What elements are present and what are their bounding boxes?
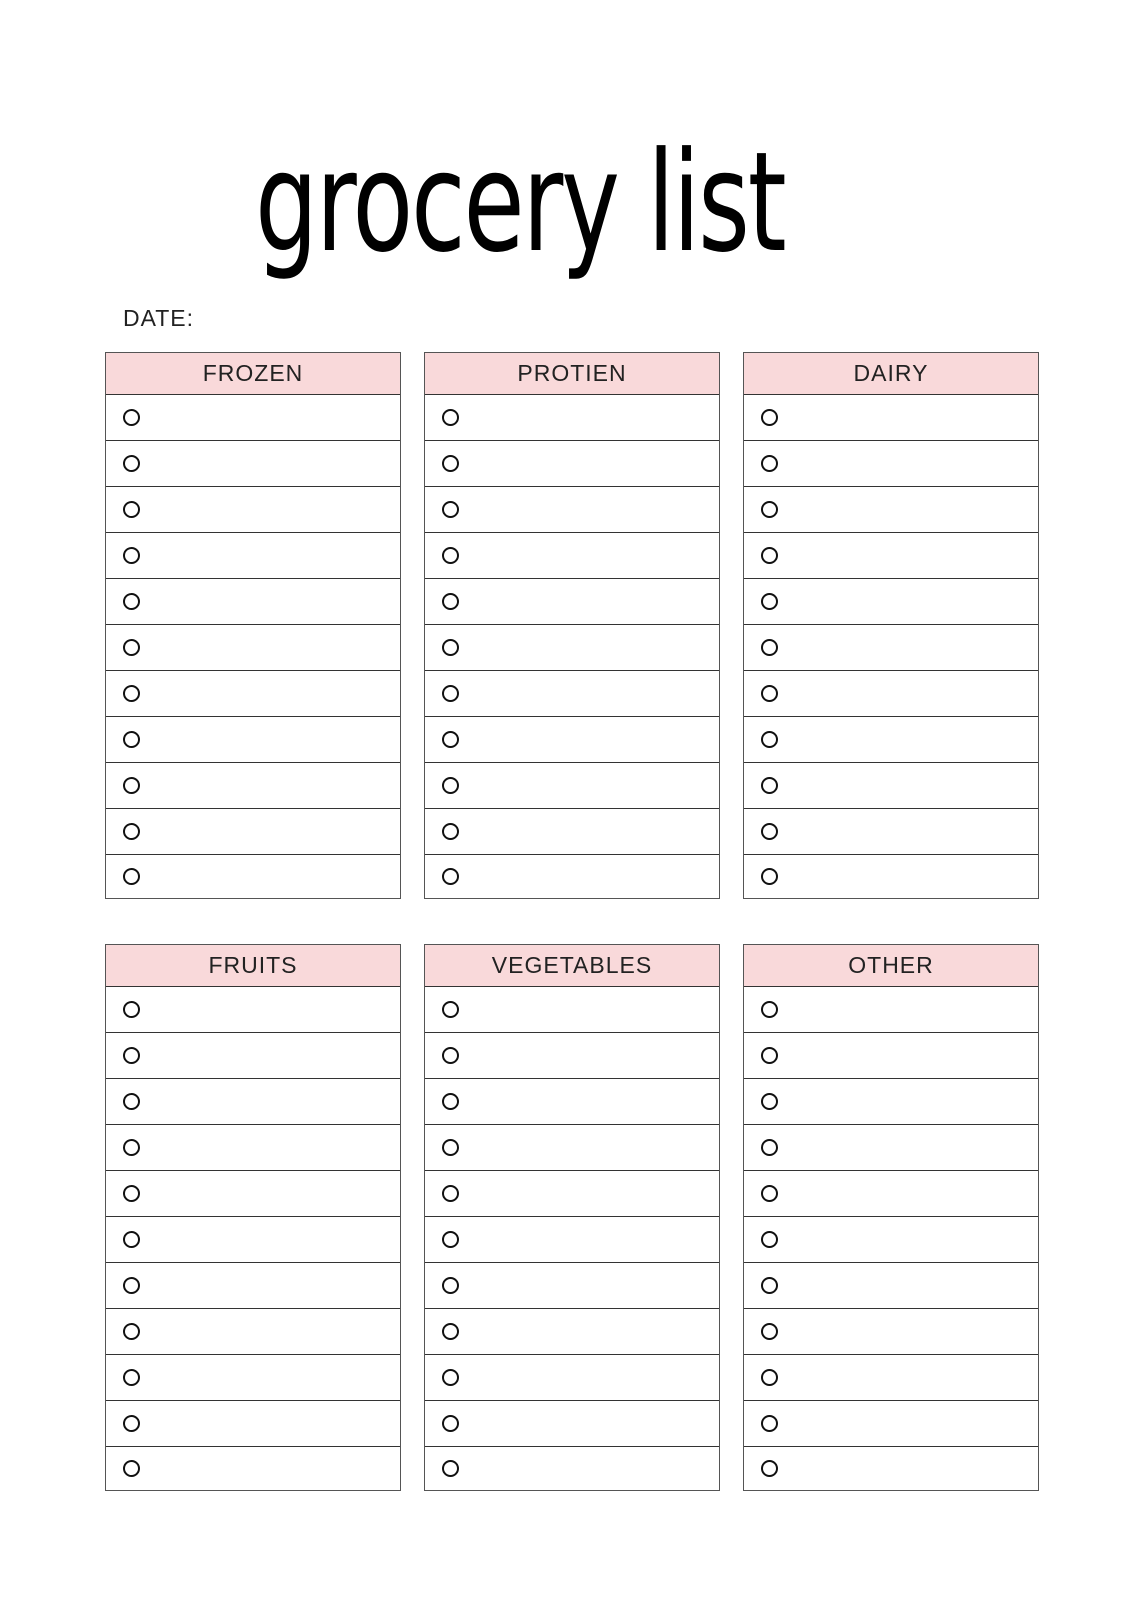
checkbox-circle-icon[interactable]: [123, 1277, 140, 1294]
list-item[interactable]: [425, 855, 719, 898]
section-header-vegetables: VEGETABLES: [425, 945, 719, 987]
checkbox-circle-icon[interactable]: [442, 639, 459, 656]
list-item[interactable]: [425, 1033, 719, 1079]
checkbox-circle-icon[interactable]: [761, 1323, 778, 1340]
list-item[interactable]: [744, 441, 1038, 487]
list-item[interactable]: [744, 395, 1038, 441]
page-title: grocery list: [255, 122, 785, 283]
list-item[interactable]: [744, 809, 1038, 855]
section-header-other: OTHER: [744, 945, 1038, 987]
list-item[interactable]: [744, 717, 1038, 763]
checkbox-circle-icon[interactable]: [123, 868, 140, 885]
date-label: DATE:: [123, 305, 195, 331]
section-vegetables: [424, 944, 720, 1491]
checkbox-circle-icon[interactable]: [761, 1139, 778, 1156]
section-header-protien: PROTIEN: [425, 353, 719, 395]
list-item[interactable]: [744, 533, 1038, 579]
list-item[interactable]: [744, 671, 1038, 717]
checkbox-circle-icon[interactable]: [442, 685, 459, 702]
checkbox-circle-icon[interactable]: [442, 1185, 459, 1202]
checkbox-circle-icon[interactable]: [761, 593, 778, 610]
list-item[interactable]: [744, 579, 1038, 625]
section-rows: [425, 395, 719, 898]
list-item[interactable]: [744, 987, 1038, 1033]
section-header-frozen: FROZEN: [106, 353, 400, 395]
section-dairy: [743, 352, 1039, 899]
list-item[interactable]: [744, 1401, 1038, 1447]
list-item[interactable]: [106, 717, 400, 763]
list-item[interactable]: [425, 1355, 719, 1401]
checkbox-circle-icon[interactable]: [442, 455, 459, 472]
checkbox-circle-icon[interactable]: [123, 409, 140, 426]
checkbox-circle-icon[interactable]: [123, 1460, 140, 1477]
list-item[interactable]: [106, 1125, 400, 1171]
checkbox-circle-icon[interactable]: [123, 593, 140, 610]
section-header-dairy: DAIRY: [744, 353, 1038, 395]
list-item[interactable]: [425, 717, 719, 763]
checkbox-circle-icon[interactable]: [123, 1231, 140, 1248]
section-fruits: [105, 944, 401, 1491]
checkbox-circle-icon[interactable]: [123, 501, 140, 518]
list-item[interactable]: [425, 441, 719, 487]
checkbox-circle-icon[interactable]: [442, 1001, 459, 1018]
checkbox-circle-icon[interactable]: [761, 409, 778, 426]
list-item[interactable]: [744, 1355, 1038, 1401]
checkbox-circle-icon[interactable]: [123, 1047, 140, 1064]
checkbox-circle-icon[interactable]: [442, 1415, 459, 1432]
checkbox-circle-icon[interactable]: [442, 868, 459, 885]
checkbox-circle-icon[interactable]: [442, 731, 459, 748]
section-header-fruits: FRUITS: [106, 945, 400, 987]
list-item[interactable]: [425, 987, 719, 1033]
list-item[interactable]: [744, 855, 1038, 898]
list-item[interactable]: [106, 1447, 400, 1490]
checkbox-circle-icon[interactable]: [761, 1231, 778, 1248]
list-item[interactable]: [425, 1217, 719, 1263]
checkbox-circle-icon[interactable]: [761, 501, 778, 518]
checkbox-circle-icon[interactable]: [442, 1047, 459, 1064]
section-rows: [744, 395, 1038, 898]
list-item[interactable]: [744, 1217, 1038, 1263]
checkbox-circle-icon[interactable]: [123, 731, 140, 748]
list-item[interactable]: [106, 395, 400, 441]
checkbox-circle-icon[interactable]: [123, 639, 140, 656]
checkbox-circle-icon[interactable]: [442, 547, 459, 564]
checkbox-circle-icon[interactable]: [123, 1415, 140, 1432]
checkbox-circle-icon[interactable]: [123, 823, 140, 840]
checkbox-circle-icon[interactable]: [123, 1369, 140, 1386]
checkbox-circle-icon[interactable]: [442, 1093, 459, 1110]
checkbox-circle-icon[interactable]: [442, 501, 459, 518]
checkbox-circle-icon[interactable]: [761, 1277, 778, 1294]
list-item[interactable]: [425, 487, 719, 533]
checkbox-circle-icon[interactable]: [442, 409, 459, 426]
list-item[interactable]: [425, 395, 719, 441]
checkbox-circle-icon[interactable]: [123, 1093, 140, 1110]
list-item[interactable]: [425, 1125, 719, 1171]
section-protien: [424, 352, 720, 899]
list-item[interactable]: [106, 1309, 400, 1355]
list-item[interactable]: [106, 487, 400, 533]
list-item[interactable]: [425, 671, 719, 717]
checkbox-circle-icon[interactable]: [761, 639, 778, 656]
list-item[interactable]: [106, 671, 400, 717]
checkbox-circle-icon[interactable]: [442, 1460, 459, 1477]
checkbox-circle-icon[interactable]: [442, 1369, 459, 1386]
checkbox-circle-icon[interactable]: [442, 1277, 459, 1294]
checkbox-circle-icon[interactable]: [761, 1369, 778, 1386]
checkbox-circle-icon[interactable]: [123, 1323, 140, 1340]
checkbox-circle-icon[interactable]: [761, 731, 778, 748]
checkbox-circle-icon[interactable]: [761, 777, 778, 794]
checkbox-circle-icon[interactable]: [761, 1185, 778, 1202]
list-item[interactable]: [744, 1033, 1038, 1079]
checkbox-circle-icon[interactable]: [761, 1001, 778, 1018]
checkbox-circle-icon[interactable]: [761, 547, 778, 564]
checkbox-circle-icon[interactable]: [123, 455, 140, 472]
checkbox-circle-icon[interactable]: [442, 823, 459, 840]
list-item[interactable]: [425, 763, 719, 809]
checkbox-circle-icon[interactable]: [761, 685, 778, 702]
checkbox-circle-icon[interactable]: [123, 777, 140, 794]
checkbox-circle-icon[interactable]: [123, 547, 140, 564]
list-item[interactable]: [425, 1171, 719, 1217]
list-item[interactable]: [425, 1447, 719, 1490]
list-item[interactable]: [106, 579, 400, 625]
section-rows: [425, 987, 719, 1490]
list-item[interactable]: [425, 1401, 719, 1447]
checkbox-circle-icon[interactable]: [761, 868, 778, 885]
checkbox-circle-icon[interactable]: [761, 823, 778, 840]
list-item[interactable]: [744, 625, 1038, 671]
checkbox-circle-icon[interactable]: [761, 1093, 778, 1110]
section-rows: [106, 395, 400, 898]
list-item[interactable]: [106, 1263, 400, 1309]
checkbox-circle-icon[interactable]: [761, 1460, 778, 1477]
list-item[interactable]: [106, 1171, 400, 1217]
list-item[interactable]: [106, 1401, 400, 1447]
list-item[interactable]: [425, 579, 719, 625]
checkbox-circle-icon[interactable]: [442, 593, 459, 610]
list-item[interactable]: [106, 763, 400, 809]
section-rows: [106, 987, 400, 1490]
list-item[interactable]: [425, 1309, 719, 1355]
list-item[interactable]: [106, 1033, 400, 1079]
checkbox-circle-icon[interactable]: [123, 685, 140, 702]
checkbox-circle-icon[interactable]: [123, 1185, 140, 1202]
list-item[interactable]: [106, 625, 400, 671]
checkbox-circle-icon[interactable]: [123, 1001, 140, 1018]
list-item[interactable]: [744, 1263, 1038, 1309]
list-item[interactable]: [744, 1079, 1038, 1125]
checkbox-circle-icon[interactable]: [442, 1323, 459, 1340]
checkbox-circle-icon[interactable]: [442, 1231, 459, 1248]
list-item[interactable]: [106, 1355, 400, 1401]
list-item[interactable]: [744, 763, 1038, 809]
checkbox-circle-icon[interactable]: [761, 1047, 778, 1064]
list-item[interactable]: [106, 855, 400, 898]
list-item[interactable]: [744, 1447, 1038, 1490]
checkbox-circle-icon[interactable]: [442, 1139, 459, 1156]
list-item[interactable]: [425, 625, 719, 671]
section-other: [743, 944, 1039, 1491]
list-item[interactable]: [106, 1217, 400, 1263]
list-item[interactable]: [106, 987, 400, 1033]
list-item[interactable]: [106, 1079, 400, 1125]
section-frozen: [105, 352, 401, 899]
list-item[interactable]: [425, 1079, 719, 1125]
checkbox-circle-icon[interactable]: [761, 455, 778, 472]
checkbox-circle-icon[interactable]: [761, 1415, 778, 1432]
list-item[interactable]: [425, 809, 719, 855]
list-item[interactable]: [744, 1309, 1038, 1355]
checkbox-circle-icon[interactable]: [442, 777, 459, 794]
list-item[interactable]: [106, 441, 400, 487]
list-item[interactable]: [425, 1263, 719, 1309]
list-item[interactable]: [744, 1171, 1038, 1217]
list-item[interactable]: [744, 487, 1038, 533]
list-item[interactable]: [106, 533, 400, 579]
list-item[interactable]: [744, 1125, 1038, 1171]
list-item[interactable]: [106, 809, 400, 855]
list-item[interactable]: [425, 533, 719, 579]
section-rows: [744, 987, 1038, 1490]
checkbox-circle-icon[interactable]: [123, 1139, 140, 1156]
